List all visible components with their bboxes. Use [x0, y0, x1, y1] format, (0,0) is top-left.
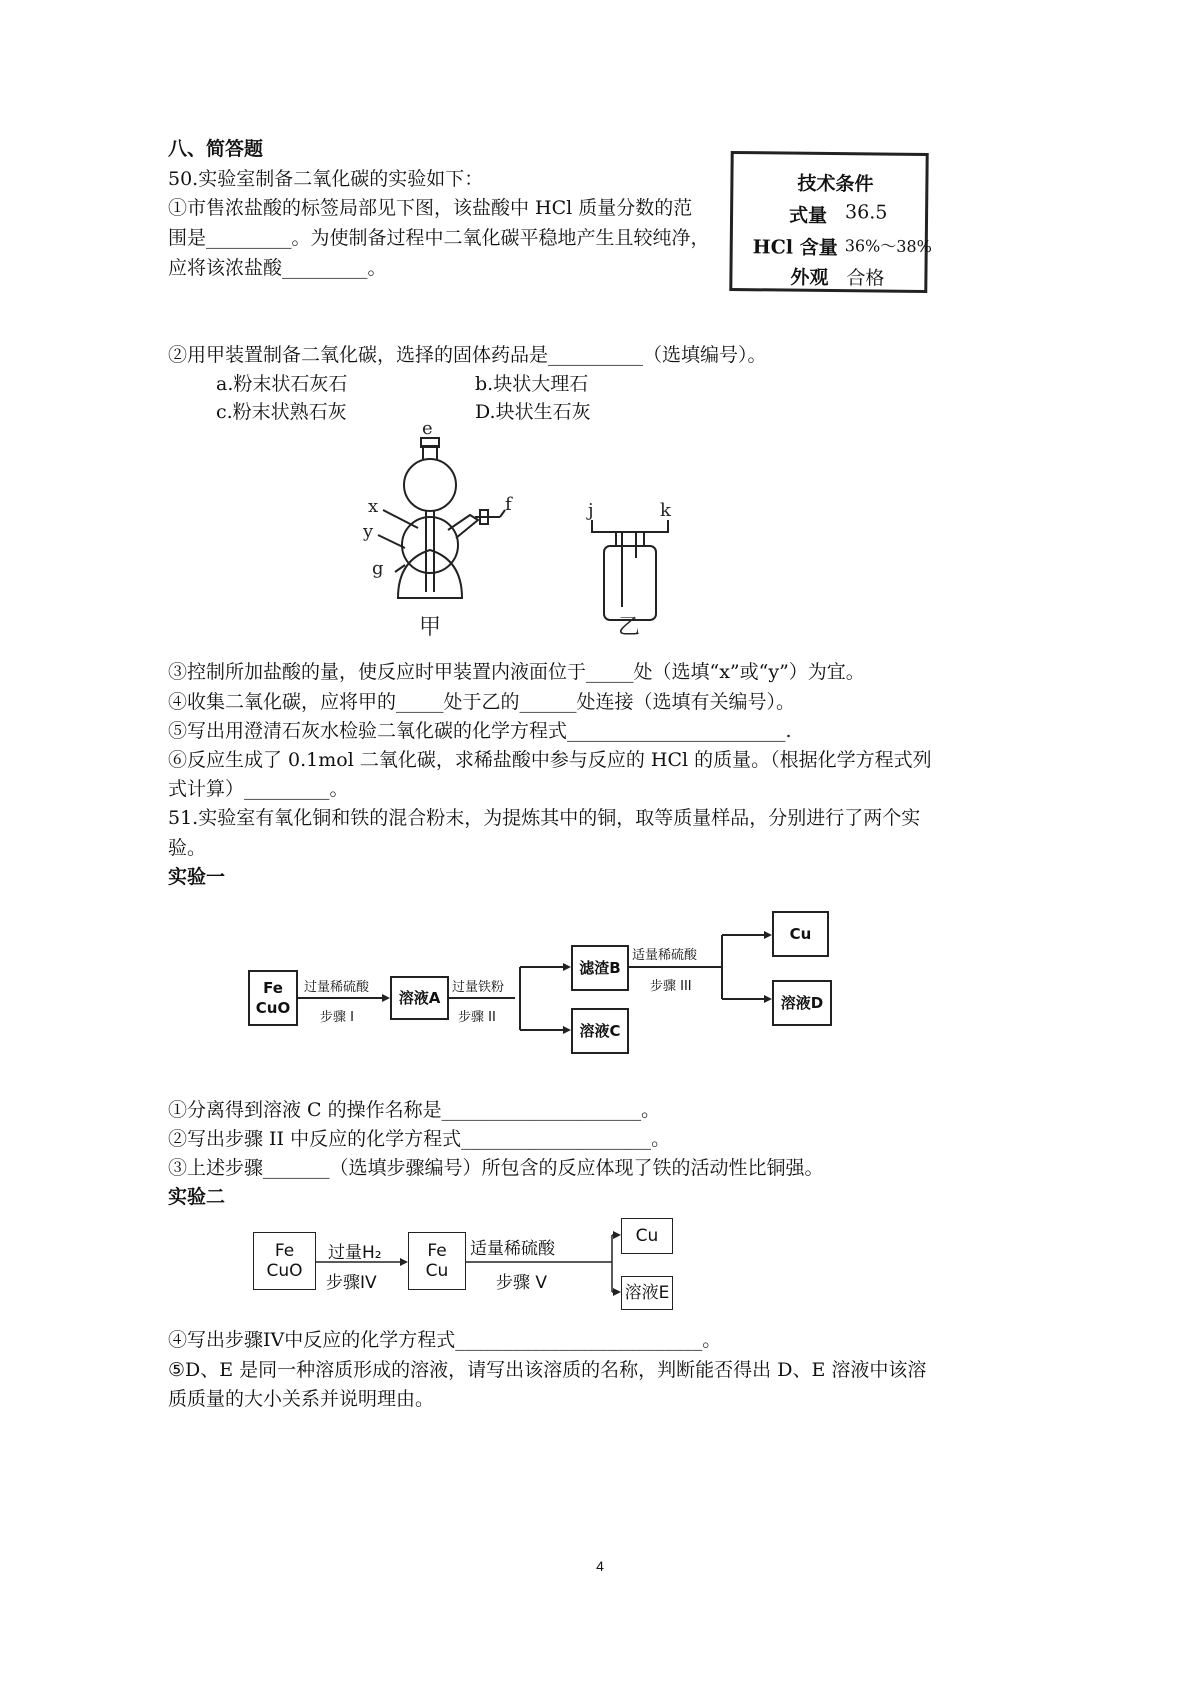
q50-p3: ③控制所加盐酸的量，使反应时甲装置内液面位于_____处（选填“x”或“y”）为宜。	[168, 661, 865, 683]
flow2-step1: 步骤IV	[326, 1273, 377, 1293]
exp2-question5-line2: 质质量的大小关系并说明理由。	[168, 1388, 435, 1410]
exp2-question5-line1: ⑤D、E 是同一种溶质形成的溶液，请写出该溶质的名称，判断能否得出 D、E 溶液中该溶	[168, 1359, 927, 1381]
flow1-box-cu: Cu	[772, 911, 829, 957]
flow1-reagent1: 过量稀硫酸	[304, 980, 370, 995]
apparatus-label-y: y	[363, 521, 374, 542]
exp1-question2: ②写出步骤 II 中反应的化学方程式____________________。	[168, 1128, 671, 1150]
q50-p6-line2: 式计算）_________。	[168, 778, 349, 800]
apparatus-label-yi: 乙	[618, 615, 641, 640]
apparatus-label-k: k	[660, 500, 671, 521]
flow2-reagent1: 过量H₂	[328, 1243, 382, 1263]
exp1-question1: ①分离得到溶液 C 的操作名称是_____________________。	[168, 1099, 661, 1121]
page-number: 4	[596, 1558, 604, 1574]
flow1-box-a: 溶液A	[390, 976, 449, 1020]
flow2-mid-box: Fe Cu	[408, 1232, 466, 1290]
flow1-box-d: 溶液D	[772, 980, 832, 1026]
option-a: a.粉末状石灰石	[216, 373, 348, 395]
q50-intro: 50.实验室制备二氧化碳的实验如下：	[168, 168, 484, 190]
flow1-step1: 步骤 I	[320, 1010, 354, 1025]
q50-p2: ②用甲装置制备二氧化碳，选择的固体药品是__________（选填编号）。	[168, 344, 767, 366]
exp1-question3: ③上述步骤_______（选填步骤编号）所包含的反应体现了铁的活动性比铜强。	[168, 1157, 824, 1179]
option-d: D.块状生石灰	[475, 401, 591, 423]
flow2-box-e: 溶液E	[621, 1276, 673, 1310]
exp2-title: 实验二	[168, 1186, 226, 1208]
apparatus-label-j: j	[588, 500, 594, 521]
q50-p6-line1: ⑥反应生成了 0.1mol 二氧化碳，求稀盐酸中参与反应的 HCl 的质量。（根据化学方程式列	[168, 749, 932, 771]
exp1-title: 实验一	[168, 866, 226, 888]
flow1-box-b: 滤渣B	[571, 945, 629, 991]
section-title: 八、简答题	[168, 138, 264, 160]
flow1-box-c: 溶液C	[571, 1008, 629, 1054]
apparatus-label-f: f	[505, 494, 512, 515]
flow2-step2: 步骤 V	[496, 1273, 548, 1293]
q50-p1-line3: 应将该浓盐酸_________。	[168, 257, 387, 279]
apparatus-label-g: g	[372, 558, 384, 579]
label-key-hcl-content: HCl 含量	[752, 236, 838, 260]
label-val-appearance: 合格	[846, 267, 885, 290]
q50-p1-line2: 围是_________。为使制备过程中二氧化碳平稳地产生且较纯净，	[168, 227, 710, 249]
flow1-start-box: Fe CuO	[248, 970, 298, 1026]
option-c: c.粉末状熟石灰	[216, 401, 347, 423]
q50-p5: ⑤写出用澄清石灰水检验二氧化碳的化学方程式_______________________.	[168, 720, 792, 742]
flow2-reagent2: 适量稀硫酸	[470, 1239, 555, 1259]
flow2-start-box: Fe CuO	[253, 1232, 316, 1290]
label-val-hcl-content: 36%～38%	[844, 236, 932, 257]
flow1-reagent2: 过量铁粉	[452, 980, 505, 995]
option-b: b.块状大理石	[475, 373, 589, 395]
apparatus-label-x: x	[368, 496, 379, 517]
flow1-reagent3: 适量稀硫酸	[632, 948, 698, 963]
flow1-step3: 步骤 III	[650, 979, 692, 994]
q50-p1-line1: ①市售浓盐酸的标签局部见下图，该盐酸中 HCl 质量分数的范	[168, 197, 693, 219]
exp2-question4: ④写出步骤IV中反应的化学方程式__________________________。	[168, 1329, 722, 1351]
q51-intro-line1: 51.实验室有氧化铜和铁的混合粉末，为提炼其中的铜，取等质量样品，分别进行了两个实	[168, 807, 921, 829]
apparatus-label-jia: 甲	[419, 615, 442, 640]
q50-p4: ④收集二氧化碳，应将甲的_____处于乙的______处连接（选填有关编号）。	[168, 691, 796, 713]
label-key-appearance: 外观	[790, 266, 829, 289]
flow2-box-cu: Cu	[621, 1218, 673, 1254]
flow1-step2: 步骤 II	[458, 1010, 496, 1025]
label-title: 技术条件	[797, 172, 874, 196]
label-val-formula-weight: 36.5	[844, 201, 888, 224]
q51-intro-line2: 验。	[168, 837, 207, 859]
apparatus-label-e: e	[422, 418, 433, 439]
label-key-formula-weight: 式量	[788, 204, 828, 227]
